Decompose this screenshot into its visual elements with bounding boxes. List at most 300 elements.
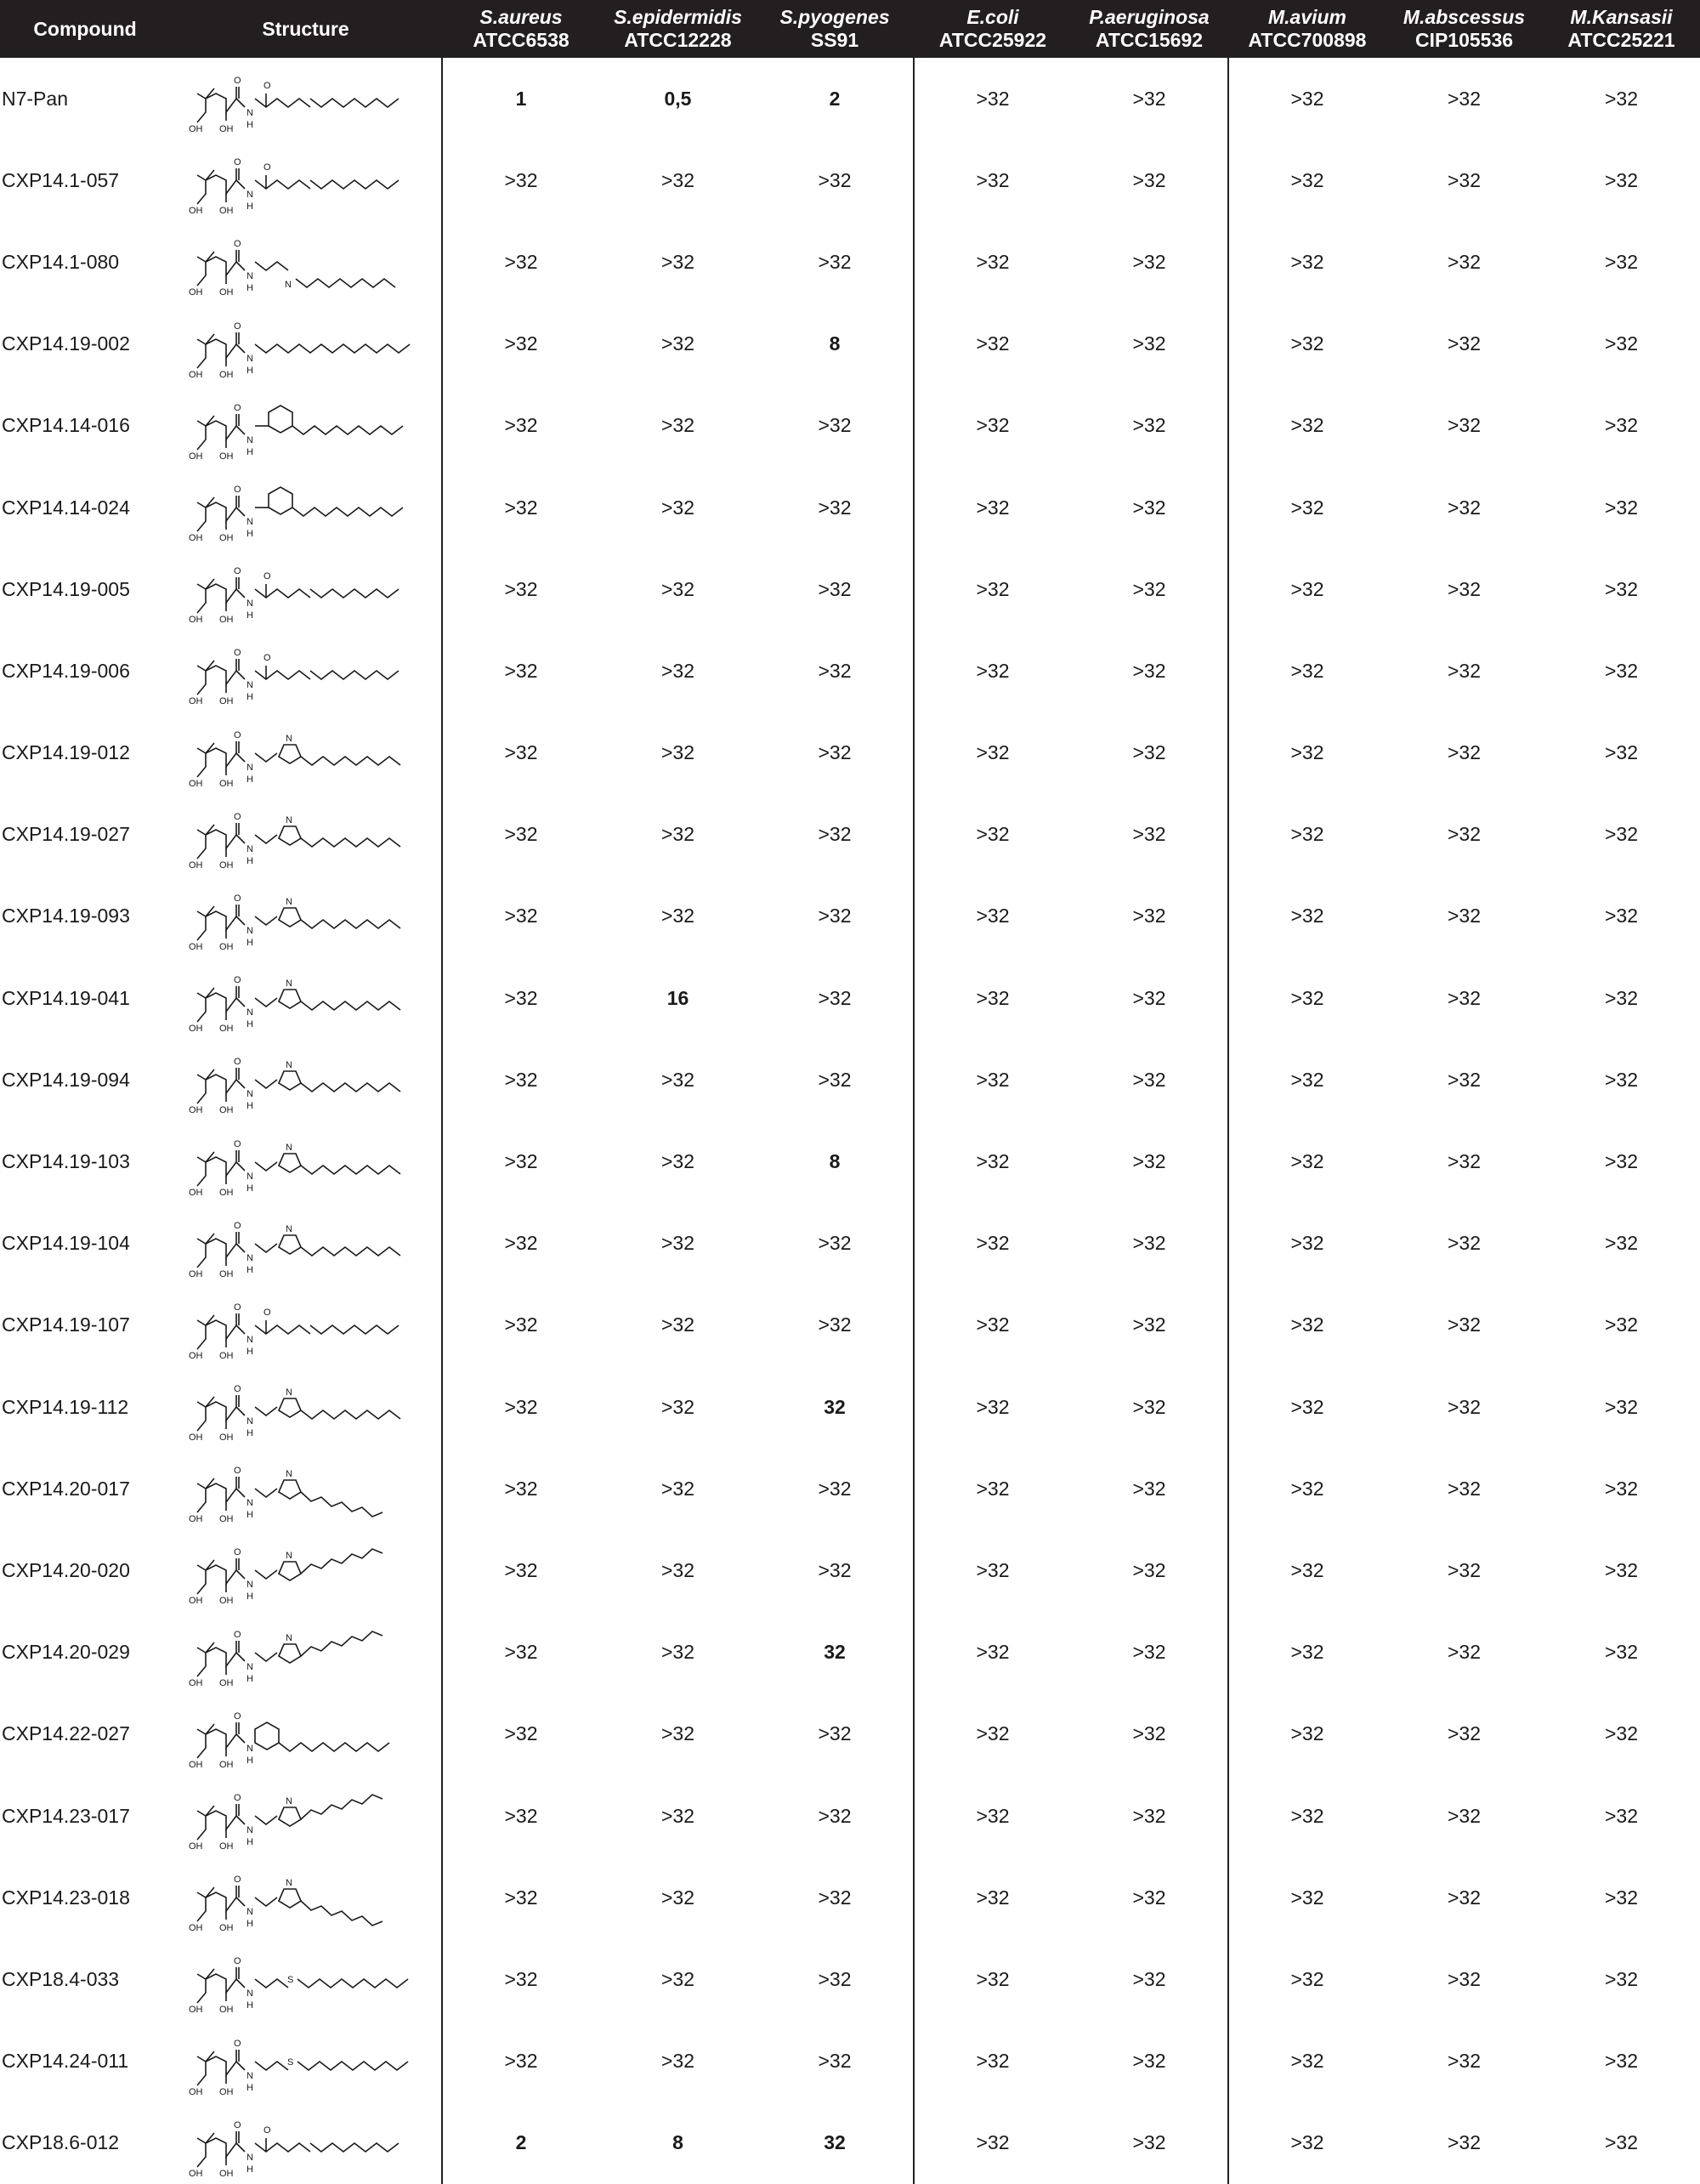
svg-text:N: N <box>246 1580 253 1591</box>
mic-value: >32 <box>1290 250 1324 273</box>
structure-drawing <box>170 1612 442 1693</box>
molecule-icon <box>187 796 425 874</box>
mic-value: >32 <box>976 577 1010 600</box>
svg-text:OH: OH <box>218 451 233 462</box>
mic-value: >32 <box>504 1068 538 1091</box>
table-row <box>0 139 1700 221</box>
molecule-icon <box>187 1041 425 1119</box>
structure-drawing <box>170 2102 442 2184</box>
mic-value: >32 <box>1071 794 1228 876</box>
svg-text:OH: OH <box>218 1759 233 1770</box>
mic-value: >32 <box>976 496 1010 519</box>
mic-value: >32 <box>1604 1641 1638 1664</box>
mic-value: >32 <box>1604 1477 1638 1500</box>
mic-value: >32 <box>504 1313 538 1336</box>
mic-value: >32 <box>660 1232 694 1255</box>
svg-text:H: H <box>246 855 253 866</box>
svg-text:N: N <box>285 1223 292 1234</box>
species-name: S.pyogenes <box>779 6 890 28</box>
mic-value: >32 <box>1071 58 1228 139</box>
mic-value: >32 <box>1071 1693 1228 1775</box>
mic-value: >32 <box>504 250 538 273</box>
molecule-icon <box>187 141 425 219</box>
svg-text:O: O <box>233 1302 241 1313</box>
mic-value: >32 <box>1447 577 1481 600</box>
table-row <box>0 385 1700 467</box>
svg-text:OH: OH <box>218 1514 233 1525</box>
molecule-icon <box>187 959 425 1037</box>
svg-text:OH: OH <box>188 2005 202 2016</box>
mic-value: >32 <box>976 741 1010 764</box>
svg-text:O: O <box>233 1466 241 1477</box>
svg-text:N: N <box>246 1252 253 1263</box>
mic-value: >32 <box>504 659 538 682</box>
svg-text:N: N <box>246 1825 253 1836</box>
mic-value: >32 <box>1447 1395 1481 1418</box>
mic-value: >32 <box>1604 1313 1638 1336</box>
mic-value: >32 <box>1290 87 1324 110</box>
mic-value: >32 <box>1290 2131 1324 2154</box>
mic-value: >32 <box>1447 823 1481 846</box>
svg-text:N: N <box>246 598 253 610</box>
mic-value: >32 <box>976 905 1010 927</box>
svg-text:H: H <box>246 529 253 540</box>
mic-value: >32 <box>976 1804 1010 1827</box>
svg-text:OH: OH <box>188 206 202 217</box>
mic-value: >32 <box>1290 659 1324 682</box>
mic-value: >32 <box>976 1150 1010 1173</box>
svg-text:N: N <box>246 190 253 201</box>
structure-drawing <box>170 1285 442 1366</box>
svg-text:O: O <box>233 648 241 659</box>
mic-value: >32 <box>756 630 914 712</box>
svg-text:H: H <box>246 1591 253 1603</box>
mic-value: >32 <box>756 385 914 467</box>
mic-value: >32 <box>976 2050 1010 2073</box>
mic-value: >32 <box>504 332 538 355</box>
svg-text:OH: OH <box>218 1923 233 1934</box>
table-body <box>0 58 1700 2184</box>
table-row <box>0 712 1700 794</box>
mic-value: >32 <box>504 1477 538 1500</box>
svg-text:H: H <box>246 1183 253 1194</box>
mic-value: >32 <box>1290 1477 1324 1500</box>
mic-value: >32 <box>660 1558 694 1581</box>
molecule-icon <box>187 1940 425 2018</box>
mic-value: >32 <box>1071 1612 1228 1693</box>
svg-text:OH: OH <box>218 2005 233 2016</box>
svg-text:OH: OH <box>188 1268 202 1279</box>
mic-value: >32 <box>1447 1722 1481 1745</box>
svg-text:N: N <box>246 2070 253 2081</box>
mic-value: >32 <box>504 823 538 846</box>
svg-text:N: N <box>246 1498 253 1509</box>
mic-value: >32 <box>660 250 694 273</box>
mic-value: >32 <box>1604 414 1638 437</box>
mic-value: >32 <box>660 659 694 682</box>
mic-value: >32 <box>976 1477 1010 1500</box>
table-row <box>0 1039 1700 1120</box>
svg-text:O: O <box>233 402 241 413</box>
structure-drawing <box>170 1938 442 2020</box>
structure-drawing <box>170 794 442 876</box>
svg-text:OH: OH <box>188 451 202 462</box>
strain-name: SS91 <box>810 29 859 51</box>
mic-value: >32 <box>1604 659 1638 682</box>
mic-value: >32 <box>1604 1886 1638 1909</box>
svg-text:H: H <box>246 692 253 703</box>
mic-value: >32 <box>976 986 1010 1009</box>
mic-value: >32 <box>1447 659 1481 682</box>
mic-value: >32 <box>1290 1722 1324 1745</box>
svg-text:O: O <box>233 1220 241 1231</box>
mic-value: >32 <box>1447 2050 1481 2073</box>
strain-name: ATCC6538 <box>473 29 570 51</box>
mic-value: >32 <box>976 1395 1010 1418</box>
mic-value: >32 <box>1290 496 1324 519</box>
molecule-icon <box>187 550 425 628</box>
svg-text:N: N <box>285 814 292 825</box>
mic-value: >32 <box>1604 577 1638 600</box>
mic-value: >32 <box>504 577 538 600</box>
svg-text:OH: OH <box>218 696 233 707</box>
molecule-icon <box>187 1777 425 1855</box>
table-row <box>0 1938 1700 2020</box>
mic-value: >32 <box>1447 414 1481 437</box>
mic-value: >32 <box>504 741 538 764</box>
mic-value: >32 <box>1071 1366 1228 1448</box>
mic-value: >32 <box>1604 1232 1638 1255</box>
table-row <box>0 1285 1700 1366</box>
mic-value: >32 <box>1071 385 1228 467</box>
svg-text:OH: OH <box>188 1350 202 1361</box>
compound-name: CXP14.19-012 <box>2 741 130 764</box>
svg-text:OH: OH <box>218 1841 233 1852</box>
mic-value: >32 <box>976 823 1010 846</box>
mic-value: >32 <box>1290 1150 1324 1173</box>
table-row <box>0 1529 1700 1611</box>
structure-drawing <box>170 467 442 548</box>
svg-text:OH: OH <box>188 859 202 871</box>
species-name: S.epidermidis <box>614 6 742 28</box>
svg-text:OH: OH <box>218 533 233 544</box>
mic-value: >32 <box>1071 1529 1228 1611</box>
mic-value: >32 <box>1447 905 1481 927</box>
mic-value: 8 <box>756 1120 914 1202</box>
mic-value: >32 <box>504 1641 538 1664</box>
svg-text:OH: OH <box>188 1187 202 1198</box>
compound-name: CXP14.1-080 <box>2 250 120 273</box>
svg-text:H: H <box>246 365 253 376</box>
mic-value: >32 <box>504 905 538 927</box>
table-row <box>0 1366 1700 1448</box>
svg-text:OH: OH <box>188 1105 202 1116</box>
svg-text:O: O <box>263 2124 271 2136</box>
svg-text:N: N <box>246 2152 253 2163</box>
compound-name: CXP14.20-017 <box>2 1477 130 1500</box>
mic-value: >32 <box>1290 741 1324 764</box>
svg-text:H: H <box>246 1428 253 1439</box>
mic-value: >32 <box>1604 250 1638 273</box>
mic-value: >32 <box>756 1448 914 1529</box>
mic-value: >32 <box>756 1203 914 1285</box>
mic-value: >32 <box>1604 1395 1638 1418</box>
table-row <box>0 548 1700 630</box>
svg-text:N: N <box>285 1142 292 1153</box>
mic-value: >32 <box>1290 1804 1324 1827</box>
structure-drawing <box>170 548 442 630</box>
svg-text:N: N <box>246 1907 253 1918</box>
mic-value: >32 <box>1447 1641 1481 1664</box>
mic-value: >32 <box>1290 1395 1324 1418</box>
mic-value: >32 <box>504 1722 538 1745</box>
species-name: M.avium <box>1267 6 1347 28</box>
svg-text:H: H <box>246 1264 253 1275</box>
table-row <box>0 221 1700 303</box>
molecule-icon <box>187 877 425 956</box>
svg-text:H: H <box>246 120 253 131</box>
svg-text:O: O <box>233 485 241 496</box>
compound-name: CXP14.19-006 <box>2 659 130 682</box>
molecule-icon <box>187 1531 425 1609</box>
svg-text:H: H <box>246 1755 253 1766</box>
mic-value: >32 <box>660 414 694 437</box>
svg-text:O: O <box>233 239 241 250</box>
svg-text:OH: OH <box>218 1350 233 1361</box>
mic-value: >32 <box>660 2050 694 2073</box>
mic-value: >32 <box>1447 986 1481 1009</box>
structure-drawing <box>170 1039 442 1120</box>
mic-value: >32 <box>1071 1448 1228 1529</box>
mic-value: >32 <box>504 1804 538 1827</box>
svg-text:OH: OH <box>188 1596 202 1607</box>
mic-value: >32 <box>1290 1313 1324 1336</box>
svg-text:OH: OH <box>188 1923 202 1934</box>
compound-name: CXP14.23-018 <box>2 1886 130 1909</box>
svg-text:N: N <box>246 843 253 854</box>
mic-value: >32 <box>976 1641 1010 1664</box>
svg-text:OH: OH <box>218 1268 233 1279</box>
mic-value: >32 <box>1290 577 1324 600</box>
svg-text:OH: OH <box>218 615 233 626</box>
mic-value: >32 <box>976 250 1010 273</box>
mic-value: >32 <box>1604 2050 1638 2073</box>
compound-name: CXP14.20-020 <box>2 1558 130 1581</box>
mic-value: >32 <box>756 139 914 221</box>
svg-text:O: O <box>263 81 271 92</box>
header-compound: Compound <box>33 17 137 40</box>
compound-name: CXP14.19-107 <box>2 1313 130 1336</box>
molecule-icon <box>187 223 425 301</box>
mic-value: >32 <box>1071 1857 1228 1938</box>
mic-value: >32 <box>976 1313 1010 1336</box>
svg-text:OH: OH <box>188 615 202 626</box>
mic-value: >32 <box>660 1150 694 1173</box>
mic-value: >32 <box>660 905 694 927</box>
mic-value: >32 <box>1447 741 1481 764</box>
header-m-abscessus <box>1386 0 1543 58</box>
structure-drawing <box>170 58 442 139</box>
header-e-coli <box>914 0 1071 58</box>
strain-name: CIP105536 <box>1414 29 1514 51</box>
mic-value: >32 <box>660 1967 694 1990</box>
structure-drawing <box>170 1857 442 1938</box>
mic-value: >32 <box>1604 1722 1638 1745</box>
strain-name: ATCC12228 <box>624 29 732 51</box>
molecule-icon <box>187 1858 425 1937</box>
strain-name: ATCC15692 <box>1095 29 1204 51</box>
mic-value: >32 <box>1071 548 1228 630</box>
svg-text:H: H <box>246 201 253 213</box>
mic-value: >32 <box>756 1285 914 1366</box>
svg-text:OH: OH <box>188 369 202 380</box>
strain-name: ATCC25221 <box>1567 29 1675 51</box>
mic-value: >32 <box>976 1886 1010 1909</box>
mic-value: >32 <box>660 741 694 764</box>
header-row <box>0 0 1700 58</box>
mic-value: >32 <box>1071 957 1228 1039</box>
svg-text:OH: OH <box>218 859 233 871</box>
mic-value: >32 <box>1290 986 1324 1009</box>
mic-value: >32 <box>756 1938 914 2020</box>
svg-text:H: H <box>246 1919 253 1930</box>
svg-text:N: N <box>246 108 253 119</box>
svg-text:OH: OH <box>218 1677 233 1688</box>
svg-text:O: O <box>233 1384 241 1395</box>
mic-value: >32 <box>1071 467 1228 548</box>
species-name: M.abscessus <box>1402 6 1526 28</box>
molecule-icon <box>187 1614 425 1692</box>
mic-value: >32 <box>976 1068 1010 1091</box>
mic-value: 32 <box>756 1366 914 1448</box>
compound-name: CXP14.22-027 <box>2 1722 130 1745</box>
svg-text:N: N <box>246 517 253 528</box>
svg-text:OH: OH <box>188 1841 202 1852</box>
header-m-avium <box>1228 0 1386 58</box>
svg-text:N: N <box>246 1988 253 2000</box>
svg-text:OH: OH <box>218 369 233 380</box>
mic-value: >32 <box>756 876 914 957</box>
compound-name: CXP14.19-103 <box>2 1150 130 1173</box>
mic-value: >32 <box>1604 496 1638 519</box>
svg-text:N: N <box>246 1416 253 1427</box>
compound-name: CXP18.6-012 <box>2 2131 120 2154</box>
mic-value: >32 <box>1604 168 1638 191</box>
mic-value: >32 <box>756 2021 914 2102</box>
molecule-icon <box>187 305 425 383</box>
mic-value: >32 <box>504 1150 538 1173</box>
mic-value: >32 <box>1071 2102 1228 2184</box>
mic-value: >32 <box>1447 332 1481 355</box>
structure-drawing <box>170 221 442 303</box>
compound-name: CXP14.19-027 <box>2 823 130 846</box>
structure-drawing <box>170 1693 442 1775</box>
mic-value: >32 <box>1447 1886 1481 1909</box>
compound-name: CXP14.19-093 <box>2 905 130 927</box>
mic-value: >32 <box>1447 496 1481 519</box>
svg-text:OH: OH <box>188 1677 202 1688</box>
svg-text:O: O <box>233 1710 241 1722</box>
mic-value: >32 <box>1604 87 1638 110</box>
table-row <box>0 58 1700 139</box>
compound-name: CXP14.24-011 <box>2 2050 129 2073</box>
mic-value: >32 <box>1604 823 1638 846</box>
svg-text:N: N <box>285 1796 292 1807</box>
mic-value: >32 <box>976 1722 1010 1745</box>
svg-text:OH: OH <box>188 696 202 707</box>
table-row <box>0 1203 1700 1285</box>
mic-value: >32 <box>504 1232 538 1255</box>
molecule-icon <box>187 1695 425 1773</box>
mic-value: >32 <box>1604 1068 1638 1091</box>
mic-value: >32 <box>1071 303 1228 385</box>
compound-name: CXP14.14-024 <box>2 496 130 519</box>
svg-text:H: H <box>246 283 253 294</box>
mic-value: >32 <box>756 794 914 876</box>
mic-value: >32 <box>1290 1068 1324 1091</box>
mic-value: >32 <box>1290 1886 1324 1909</box>
mic-value: >32 <box>756 1529 914 1611</box>
svg-text:N: N <box>246 353 253 364</box>
table-row <box>0 630 1700 712</box>
structure-drawing <box>170 1366 442 1448</box>
species-name: S.aureus <box>479 6 563 28</box>
molecule-icon <box>187 632 425 710</box>
svg-text:OH: OH <box>188 1024 202 1035</box>
svg-text:O: O <box>233 1547 241 1558</box>
mic-value: >32 <box>1071 139 1228 221</box>
structure-drawing <box>170 1448 442 1529</box>
svg-text:H: H <box>246 1673 253 1684</box>
svg-text:OH: OH <box>218 941 233 952</box>
mic-value: >32 <box>1071 1285 1228 1366</box>
compound-name: CXP14.20-029 <box>2 1641 130 1664</box>
mic-value: >32 <box>1604 2131 1638 2154</box>
molecule-icon <box>187 2104 425 2182</box>
svg-text:OH: OH <box>218 1596 233 1607</box>
mic-value: >32 <box>756 712 914 794</box>
svg-text:H: H <box>246 937 253 948</box>
mic-value: >32 <box>1290 905 1324 927</box>
svg-text:N: N <box>285 733 292 744</box>
mic-value: 16 <box>666 986 689 1009</box>
mic-value: >32 <box>504 1558 538 1581</box>
svg-text:N: N <box>246 1171 253 1182</box>
mic-value: >32 <box>1447 1313 1481 1336</box>
mic-value: >32 <box>756 957 914 1039</box>
mic-value: >32 <box>1447 1558 1481 1581</box>
mic-value: >32 <box>976 87 1010 110</box>
svg-text:H: H <box>246 2000 253 2011</box>
svg-text:O: O <box>233 975 241 986</box>
mic-value: >32 <box>504 1967 538 1990</box>
structure-drawing <box>170 1529 442 1611</box>
svg-text:O: O <box>233 1875 241 1886</box>
compound-name: CXP14.19-112 <box>2 1395 129 1418</box>
svg-text:N: N <box>246 1661 253 1672</box>
mic-value: >32 <box>1447 250 1481 273</box>
svg-text:O: O <box>233 893 241 904</box>
compound-name: CXP14.19-002 <box>2 332 130 355</box>
mic-value: >32 <box>1290 1558 1324 1581</box>
mic-value: >32 <box>1604 905 1638 927</box>
header-s-pyogenes <box>756 0 914 58</box>
svg-text:H: H <box>246 1346 253 1357</box>
svg-text:O: O <box>233 2038 241 2049</box>
mic-value: >32 <box>756 221 914 303</box>
mic-value: >32 <box>504 986 538 1009</box>
svg-text:OH: OH <box>218 287 233 298</box>
